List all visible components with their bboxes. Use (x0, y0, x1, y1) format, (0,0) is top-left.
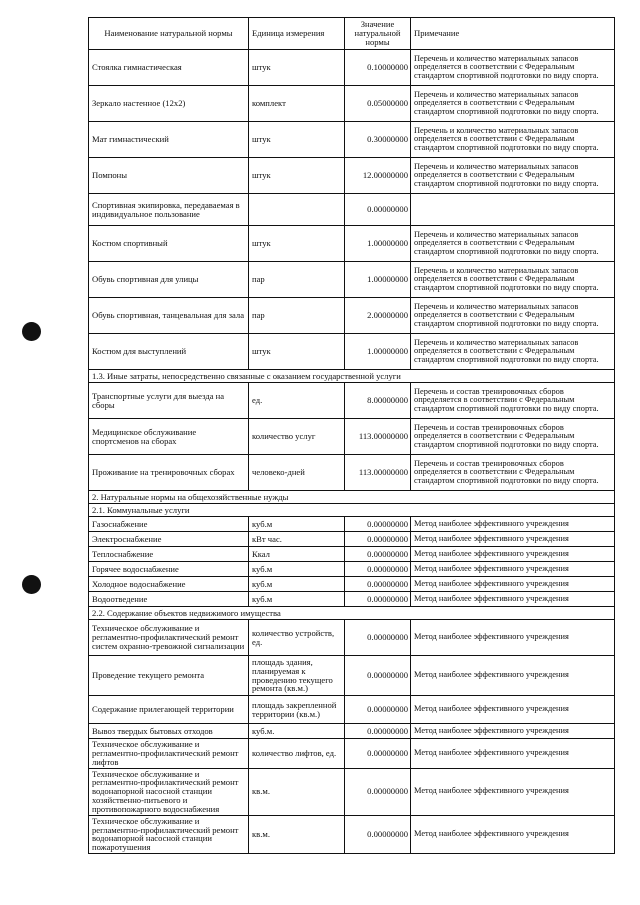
table-row (89, 656, 615, 696)
row-value: 0.00000000 (345, 547, 411, 562)
table-row (89, 226, 615, 262)
row-unit: Ккал (249, 547, 345, 562)
row-value: 0.05000000 (345, 86, 411, 122)
row-note: Перечень и состав тренировочных сборов определяется в соответствии с Федеральным стандартом спортивной подготовки по виду спорта. (411, 455, 615, 491)
table-row (89, 334, 615, 370)
table-row (89, 739, 615, 769)
table-row (89, 194, 615, 226)
row-unit: количество лифтов, ед. (249, 739, 345, 769)
row-name: Горячее водоснабжение (89, 562, 249, 577)
row-unit: ед. (249, 383, 345, 419)
section-title: 2.1. Коммунальные услуги (89, 504, 615, 517)
row-note: Перечень и количество материальных запасов определяется в соответствии с Федеральным стандартом спортивной подготовки по виду спорта. (411, 50, 615, 86)
row-value: 0.10000000 (345, 50, 411, 86)
row-unit: пар (249, 262, 345, 298)
header-note: Примечание (411, 18, 615, 50)
row-value: 8.00000000 (345, 383, 411, 419)
row-note: Метод наиболее эффективного учреждения (411, 815, 615, 853)
header-value: Значение натуральной нормы (345, 18, 411, 50)
table-header-row (89, 18, 615, 50)
row-name: Техническое обслуживание и регламентно-профилактический ремонт систем охранно-тревожной сигнализации (89, 620, 249, 656)
row-unit: штук (249, 226, 345, 262)
header-name: Наименование натуральной нормы (89, 18, 249, 50)
row-note: Метод наиболее эффективного учреждения (411, 562, 615, 577)
section-row (89, 491, 615, 504)
row-note: Перечень и количество материальных запасов определяется в соответствии с Федеральным стандартом спортивной подготовки по виду спорта. (411, 86, 615, 122)
norms-table (88, 17, 615, 854)
table-row (89, 298, 615, 334)
row-value: 0.00000000 (345, 517, 411, 532)
row-value: 0.00000000 (345, 696, 411, 724)
row-value: 0.00000000 (345, 562, 411, 577)
row-note: Метод наиболее эффективного учреждения (411, 620, 615, 656)
row-unit: количество услуг (249, 419, 345, 455)
row-value: 1.00000000 (345, 334, 411, 370)
row-name: Электроснабжение (89, 532, 249, 547)
row-unit: кВт час. (249, 532, 345, 547)
table-row (89, 455, 615, 491)
table-row (89, 696, 615, 724)
row-value: 0.00000000 (345, 739, 411, 769)
row-unit: штук (249, 158, 345, 194)
row-name: Техническое обслуживание и регламентно-профилактический ремонт водонапорной насосной станции хозяйственно-питьевого и противопожарного водоснабжения (89, 768, 249, 815)
row-value: 12.00000000 (345, 158, 411, 194)
row-name: Проведение текущего ремонта (89, 656, 249, 696)
row-name: Зеркало настенное (12х2) (89, 86, 249, 122)
row-unit: куб.м (249, 592, 345, 607)
row-value: 1.00000000 (345, 262, 411, 298)
row-name: Теплоснабжение (89, 547, 249, 562)
row-name: Обувь спортивная для улицы (89, 262, 249, 298)
row-value: 0.00000000 (345, 592, 411, 607)
row-unit: площадь здания, планируемая к проведению текущего ремонта (кв.м.) (249, 656, 345, 696)
row-value: 0.00000000 (345, 194, 411, 226)
table-row (89, 592, 615, 607)
row-value: 0.00000000 (345, 724, 411, 739)
table-row (89, 620, 615, 656)
table-row (89, 158, 615, 194)
punch-hole-bottom (22, 575, 41, 594)
row-unit: пар (249, 298, 345, 334)
row-unit: куб.м (249, 517, 345, 532)
row-value: 0.30000000 (345, 122, 411, 158)
row-name: Вывоз твердых бытовых отходов (89, 724, 249, 739)
row-name: Проживание на тренировочных сборах (89, 455, 249, 491)
section-title: 2. Натуральные нормы на общехозяйственные нужды (89, 491, 615, 504)
row-note: Метод наиболее эффективного учреждения (411, 547, 615, 562)
row-unit: куб.м (249, 562, 345, 577)
row-value: 0.00000000 (345, 532, 411, 547)
row-value: 0.00000000 (345, 768, 411, 815)
section-row (89, 370, 615, 383)
row-note: Перечень и количество материальных запасов определяется в соответствии с Федеральным стандартом спортивной подготовки по виду спорта. (411, 334, 615, 370)
row-note: Перечень и состав тренировочных сборов определяется в соответствии с Федеральным стандартом спортивной подготовки по виду спорта. (411, 383, 615, 419)
row-unit: штук (249, 334, 345, 370)
row-name: Костюм для выступлений (89, 334, 249, 370)
row-value: 2.00000000 (345, 298, 411, 334)
section-row (89, 607, 615, 620)
table-row (89, 86, 615, 122)
row-name: Мат гимнастический (89, 122, 249, 158)
section-title: 1.3. Иные затраты, непосредственно связанные с оказанием государственной услуги (89, 370, 615, 383)
row-note: Метод наиболее эффективного учреждения (411, 696, 615, 724)
table-row (89, 815, 615, 853)
row-note: Метод наиболее эффективного учреждения (411, 724, 615, 739)
row-name: Водоотведение (89, 592, 249, 607)
row-note: Метод наиболее эффективного учреждения (411, 577, 615, 592)
row-name: Стоялка гимнастическая (89, 50, 249, 86)
row-unit: количество устройств, ед. (249, 620, 345, 656)
table-row (89, 517, 615, 532)
table-row (89, 768, 615, 815)
row-name: Костюм спортивный (89, 226, 249, 262)
table-row (89, 50, 615, 86)
row-value: 0.00000000 (345, 656, 411, 696)
row-unit: человеко-дней (249, 455, 345, 491)
row-unit: кв.м. (249, 768, 345, 815)
row-name: Помпоны (89, 158, 249, 194)
section-title: 2.2. Содержание объектов недвижимого имущества (89, 607, 615, 620)
row-value: 113.00000000 (345, 419, 411, 455)
row-note (411, 194, 615, 226)
section-row (89, 504, 615, 517)
row-name: Холодное водоснабжение (89, 577, 249, 592)
row-value: 0.00000000 (345, 620, 411, 656)
row-name: Газоснабжение (89, 517, 249, 532)
table-row (89, 724, 615, 739)
table-row (89, 419, 615, 455)
row-unit: штук (249, 50, 345, 86)
row-note: Метод наиболее эффективного учреждения (411, 592, 615, 607)
row-value: 113.00000000 (345, 455, 411, 491)
row-unit: кв.м. (249, 815, 345, 853)
row-name: Содержание прилегающей территории (89, 696, 249, 724)
row-unit (249, 194, 345, 226)
table-row (89, 262, 615, 298)
row-unit: куб.м (249, 577, 345, 592)
header-unit: Единица измерения (249, 18, 345, 50)
row-note: Метод наиболее эффективного учреждения (411, 532, 615, 547)
table-row (89, 547, 615, 562)
row-note: Перечень и количество материальных запасов определяется в соответствии с Федеральным стандартом спортивной подготовки по виду спорта. (411, 122, 615, 158)
row-note: Метод наиболее эффективного учреждения (411, 656, 615, 696)
row-value: 0.00000000 (345, 815, 411, 853)
row-note: Перечень и состав тренировочных сборов определяется в соответствии с Федеральным стандартом спортивной подготовки по виду спорта. (411, 419, 615, 455)
row-name: Спортивная экипировка, передаваемая в индивидуальное пользование (89, 194, 249, 226)
row-value: 0.00000000 (345, 577, 411, 592)
row-unit: куб.м. (249, 724, 345, 739)
row-unit: площадь закрепленной территории (кв.м.) (249, 696, 345, 724)
table-row (89, 562, 615, 577)
row-name: Техническое обслуживание и регламентно-профилактический ремонт водонапорной насосной станции пожаротушения (89, 815, 249, 853)
row-name: Обувь спортивная, танцевальная для зала (89, 298, 249, 334)
row-note: Перечень и количество материальных запасов определяется в соответствии с Федеральным стандартом спортивной подготовки по виду спорта. (411, 158, 615, 194)
row-note: Метод наиболее эффективного учреждения (411, 517, 615, 532)
table-row (89, 532, 615, 547)
row-note: Перечень и количество материальных запасов определяется в соответствии с Федеральным стандартом спортивной подготовки по виду спорта. (411, 298, 615, 334)
row-unit: штук (249, 122, 345, 158)
row-unit: комплект (249, 86, 345, 122)
row-note: Перечень и количество материальных запасов определяется в соответствии с Федеральным стандартом спортивной подготовки по виду спорта. (411, 262, 615, 298)
table-row (89, 122, 615, 158)
row-name: Техническое обслуживание и регламентно-профилактический ремонт лифтов (89, 739, 249, 769)
row-name: Медицинское обслуживание спортсменов на сборах (89, 419, 249, 455)
row-value: 1.00000000 (345, 226, 411, 262)
punch-hole-top (22, 322, 41, 341)
row-name: Транспортные услуги для выезда на сборы (89, 383, 249, 419)
row-note: Метод наиболее эффективного учреждения (411, 739, 615, 769)
table-row (89, 383, 615, 419)
row-note: Перечень и количество материальных запасов определяется в соответствии с Федеральным стандартом спортивной подготовки по виду спорта. (411, 226, 615, 262)
table-row (89, 577, 615, 592)
row-note: Метод наиболее эффективного учреждения (411, 768, 615, 815)
